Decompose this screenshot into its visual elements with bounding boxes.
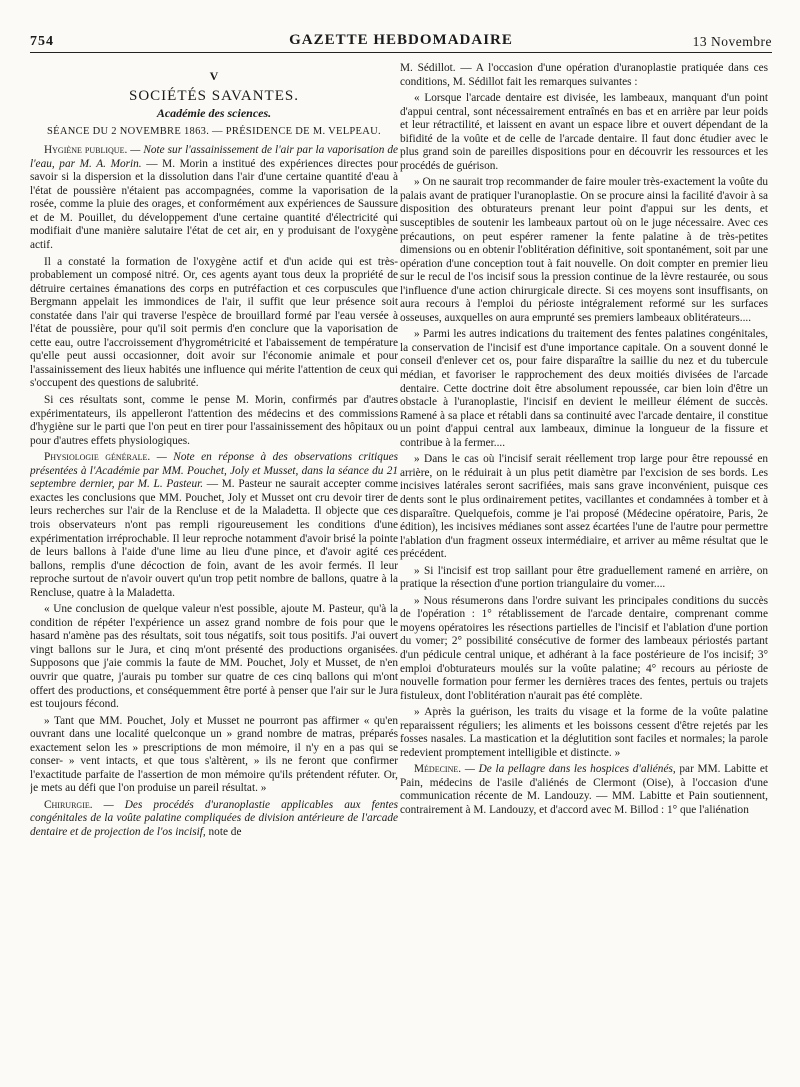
seance-line: SÉANCE DU 2 NOVEMBRE 1863. — PRÉSIDENCE DE M. VELPEAU.: [47, 125, 381, 137]
hygiene-text: — M. Morin a institué des expériences directes pour savoir si la dispersion et la dissolution dans l'air d'une certaine quantité d'eau à l'état de poussière n'étaient pas accompagnées, comme la vaporisation de la rosée, comme la pluie des orages, et conformément aux expériences de Saussure et de M. Pouillet, du développement d'une certaine quantité d'électricité qui modifiait d'une manière salutaire l'état de cet air, en y produisant de l'oxygène actif.: [30, 157, 398, 252]
issue-date: 13 Novembre: [692, 34, 772, 49]
right-column: [400, 62, 768, 1077]
physiology-text: — M. Pasteur ne saurait accepter comme exactes les conclusions que MM. Pouchet, Joly et Musset ont cru devoir tirer de leurs recherches sur l'air de la Rencluse et de la Maladetta. Il objecte que ces trois observateurs n'ont pas rempli rigoureusement les conditions d'une expérimentation irréprochable. Il leur reproche notamment d'avoir brisé la pointe de leurs ballons à l'aide d'une lime au lieu d'une pince, et d'avoir agité ces ballons, remplis d'une décoction de foin, avant de les avoir fermés. Il leur reproche surtout de n'avoir ouvert qu'un trop petit nombre de ballons, quatre à la Rencluse, quatre à la Maladetta.: [30, 478, 398, 599]
paragraph-resumerons: » Nous résumerons dans l'ordre suivant les principales conditions du succès de l'opération : 1° rétablissement de l'arcade dentaire, comprenant comme moyens opératoires les résections partielles de l'incisif et l'ablation d'une portion du vomer; 2° possibilité consécutive de former des lambeaux périostés partant d'un pédicule central unique, et adhérant à la face postérieure de l'os incisif; 3° emploi d'obturateurs moulés sur la voûte palatine; 4° recours au périoste de nouvelle formation pour fermer les dernières traces des fentes, pertuis ou trajets fistuleux, dont l'oblitération n'aurait pas été complète.: [400, 594, 768, 702]
surgery-paragraph: [30, 799, 398, 840]
paragraph-resultats: Si ces résultats sont, comme le pense M. Morin, confirmés par d'autres expérimentateurs, ils appelleront l'attention des médecins et des commissions d'hygiène sur le parti que l'on peut en tirer pour l'assainissement des hôpitaux ou pour d'autres effets physiologiques.: [30, 394, 398, 447]
section-mark: V: [209, 69, 219, 83]
medicine-paragraph: [400, 763, 768, 817]
medicine-label: Médecine.: [414, 763, 462, 776]
physiology-label: Physiologie générale.: [44, 451, 151, 464]
page-header: [30, 18, 772, 53]
journal-title: GAZETTE HEBDOMADAIRE: [289, 32, 513, 48]
hygiene-label: Hygiène publique.: [44, 144, 128, 157]
hygiene-paragraph: [30, 144, 398, 252]
paragraph-lorsque: « Lorsque l'arcade dentaire est divisée, les lambeaux, manquant d'un point d'appui central, sont nécessairement entraînés en bas et en arrière par leur poids et leur rétractilité, et laissent en avant un espace libre et ouvert dépendant de la bifidité de la voûte et de celle de l'arcade dentaire. Il faut donc étudier avec le plus grand soin de pareilles dispositions pour en découvrir les ressources et les procédés de guérison.: [400, 92, 768, 172]
paragraph-saillant: » Si l'incisif est trop saillant pour être graduellement ramené en arrière, on pratique la résection d'une portion triangulaire du vomer....: [400, 564, 768, 591]
paragraph-conclusion: « Une conclusion de quelque valeur n'est possible, ajoute M. Pasteur, qu'à la condition de répéter l'expérience un assez grand nombre de fois pour que le hasard n'amène pas des résultats, soit tous négatifs, soit tous positifs. J'ai ouvert vingt ballons sur le Jura, et cinq m'ont présenté des productions organisées. Supposons que j'aie commis la faute de MM. Pouchet, Joly et Musset, de n'en ouvrir que quatre, j'aurais pu tomber sur quatre de ces cinq ballons qui m'ont offert des productions, et conséquemment être porté à penser que l'air sur le Jura est toujours fécond.: [30, 603, 398, 711]
hygiene-title: — Note sur l'assainissement de l'air par la vaporisation de l'eau, par M. A. Morin.: [30, 144, 398, 170]
paragraph-parmi: » Parmi les autres indications du traitement des fentes palatines congénitales, la conservation de l'incisif est d'une importance capitale. On a souvent donné le conseil d'enlever cet os, pour faire disparaître la saillie du nez et du tubercule médian, et favoriser le rapprochement des deux moitiés divisées de l'arcade dentaire. Cette doctrine doit être absolument repoussée, car bien loin d'être un obstacle à l'uranoplastie, l'incisif en devient le meilleur élément de succès. Ramené à sa place et rétabli dans sa continuité avec l'arcade dentaire, il constitue un point d'appui central aux lambeaux, diminue la longueur de la fissure et contribue à la fermer....: [400, 328, 768, 449]
surgery-text: note de: [208, 825, 242, 838]
paragraph-tant-que: » Tant que MM. Pouchet, Joly et Musset ne pourront pas affirmer « qu'en ouvrant dans une localité quelconque un » grand nombre de matras, préparés exactement selon les » prescriptions de mon mémoire, il n'y en a pas qui se conser- » vent intacts, et que tous s'altèrent, » ils ne feront que confirmer l'exactitude parfaite de l'assertion de mon mémoire qu'ils prétendent réfuter. Or, je mets au défi que l'on produise un pareil résultat. »: [30, 714, 398, 795]
left-column: [30, 62, 398, 1077]
medicine-title: — De la pellagre dans les hospices d'aliénés,: [464, 763, 676, 776]
physiology-paragraph: [30, 451, 398, 600]
surgery-label: Chirurgie.: [44, 798, 93, 811]
paragraph-dans-le-cas: » Dans le cas où l'incisif serait réellement trop large pour être repoussé en arrière, on le réduirait à un plus petit diamètre par l'excision de ses bords. Les incisives latérales seront sacrifiées, mais sans grave inconvénient, puisque ces dents sont le plus ordinairement petites, vacillantes et condamnées à tomber et à disparaître. Quelquefois, comme je l'ai proposé (Médecine opératoire, Paris, 2e édition), les incisives médianes sont assez écartées l'une de l'autre pour permettre l'ablation d'un fragment osseux intermédiaire, et arriver au même résultat que le précédent.: [400, 453, 768, 561]
paragraph-sedillot: M. Sédillot. — A l'occasion d'une opération d'uranoplastie pratiquée dans ces conditions, M. Sédillot fait les remarques suivantes :: [400, 62, 768, 88]
paragraph-constate: Il a constaté la formation de l'oxygène actif et d'un acide qui est très-probablement un composé nitré. Or, ces agents ayant tous deux la propriété de détruire certaines émanations des corps en putréfaction et ces corpuscules que Bergmann appelait les immondices de l'air, il suffit que leur présence soit constatée dans l'air qui traverse l'espèce de brouillard formé par l'eau versée à l'état de poussière, pour qu'il soit permis d'en conclure que la vaporisation de cette eau, outre l'accroissement d'hygrométricité et l'abaissement de température qu'elle peut aussi occasionner, doit avoir sur l'économie animale et pour l'assainissement des lieux habités une influence qui mérite l'attention de ceux qui s'occupent des questions de salubrité.: [30, 255, 398, 390]
physiology-title: — Note en réponse à des observations critiques présentées à l'Académie par MM. Pouchet, Joly et Musset, dans la séance du 21 septembre dernier, par M. L. Pasteur.: [30, 451, 398, 491]
academy-subheading: Académie des sciences.: [156, 106, 272, 121]
surgery-title: — Des procédés d'uranoplastie applicables aux fentes congénitales de la voûte palatine compliquées de division antérieure de l'arcade dentaire et de projection de l'os incisif,: [30, 798, 398, 838]
paragraph-apres: » Après la guérison, les traits du visage et la forme de la voûte palatine reparaissent réguliers; les aliments et les boissons cessent d'être rejetés par les fosses nasales. La mastication et la déglutition sont faciles et normales; la parole redevient promptement intelligible et distincte. »: [400, 706, 768, 759]
paragraph-recommander: » On ne saurait trop recommander de faire mouler très-exactement la voûte du palais avant de pratiquer l'uranoplastie. On se procure ainsi la facilité d'avoir à sa disposition des obturateurs prenant leur point d'appui sur les dents, et susceptibles de soutenir les lambeaux partout où on le juge nécessaire. Avec ces précautions, on peut espérer ramener la fente palatine à de très-petites dimensions ou en obtenir l'oblitération définitive, soit spontanément, soit par une opération d'une conception tout à fait nouvelle. On doit compter en premier lieu sur le recul de l'os incisif sous la pression continue de la lèvre restaurée, ou sous l'influence d'une action chirurgicale directe. Si ces moyens sont insuffisants, on aura recours à l'emploi du périoste intégralement reformé sur les surfaces osseuses, auxquelles on aura emprunté ses premiers lambeaux oblitérateurs....: [400, 176, 768, 324]
medicine-text: par MM. Labitte et Pain, médecins de l'asile d'aliénés de Clermont (Oise), à l'occasion d'une communication récente de M. Landouzy. — MM. Labitte et Pain soutiennent, contrairement à M. Landouzy, et d'accord avec M. Billod : 1° que l'aliénation: [400, 763, 768, 816]
page-number: 754: [30, 34, 54, 49]
section-heading: SOCIÉTÉS SAVANTES.: [129, 87, 299, 104]
